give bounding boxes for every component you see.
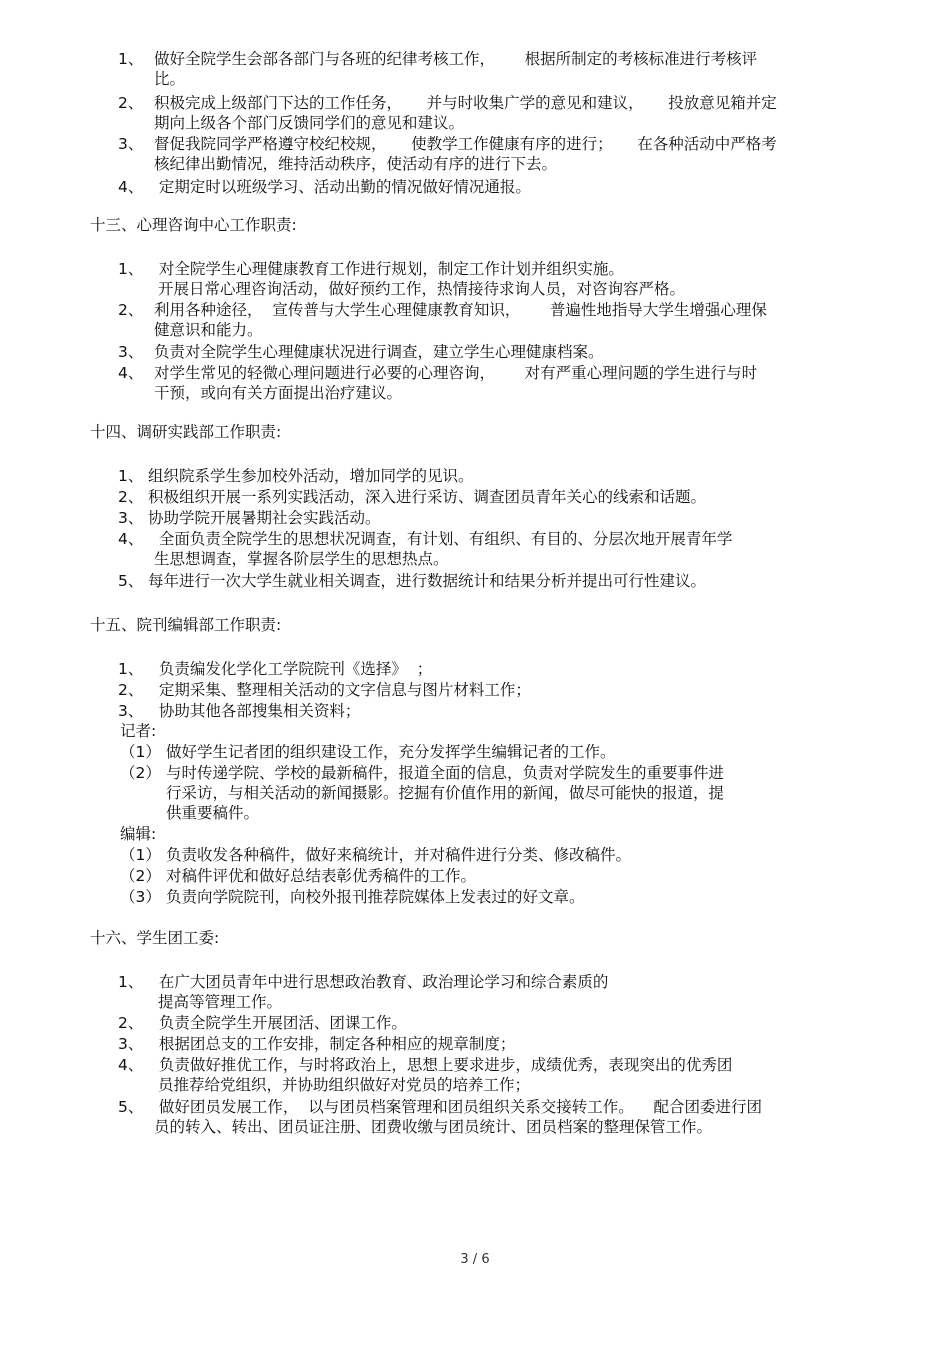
list-item-text: 干预，或向有关方面提出治疗建议。 <box>154 384 403 402</box>
list-item-text: 开展日常心理咨询活动，做好预约工作，热情接待求询人员，对咨询容严格。 <box>158 280 686 298</box>
list-number: 4、 <box>118 530 144 548</box>
section-heading: 十六、学生团工委: <box>90 929 220 947</box>
list-item-text: 定期定时以班级学习、活动出勤的情况做好情况通报。 <box>154 178 531 196</box>
list-number: （2） <box>120 867 161 885</box>
section-heading: 十五、院刊编辑部工作职责: <box>90 616 282 634</box>
list-item-text: 在广大团员青年中进行思想政治教育、政治理论学习和综合素质的 <box>154 973 609 991</box>
list-number: 3、 <box>118 343 144 361</box>
list-number: 4、 <box>118 178 144 196</box>
list-number: 2、 <box>118 301 144 319</box>
list-number: 4、 <box>118 1056 144 1074</box>
list-number: 3、 <box>118 509 144 527</box>
list-item-text: 每年进行一次大学生就业相关调查，进行数据统计和结果分析并提出可行性建议。 <box>148 572 707 590</box>
reporter-label: 记者: <box>120 722 157 740</box>
list-item-text: 全面负责全院学生的思想状况调查，有计划、有组织、有目的、分层次地开展青年学 <box>154 530 733 548</box>
list-item-text: 组织院系学生参加校外活动，增加同学的见识。 <box>148 467 474 485</box>
list-item-text: 根据团总支的工作安排，制定各种相应的规章制度； <box>154 1035 516 1053</box>
list-number: （2） <box>120 764 161 782</box>
list-item-text: 员推荐给党组织，并协助组织做好对党员的培养工作； <box>158 1076 531 1094</box>
list-number: 5、 <box>118 1098 144 1116</box>
list-item-text: 提高等管理工作。 <box>158 993 283 1011</box>
list-item-text: 做好学生记者团的组织建设工作，充分发挥学生编辑记者的工作。 <box>166 743 616 761</box>
list-item-text: 对稿件评优和做好总结表彰优秀稿件的工作。 <box>166 867 477 885</box>
list-number: 5、 <box>118 572 144 590</box>
list-number: （3） <box>120 888 161 906</box>
page-number: 3 / 6 <box>460 1252 490 1267</box>
list-item-text: 积极完成上级部门下达的工作任务， 并与时收集广学的意见和建议， 投放意见箱并定 <box>154 94 777 112</box>
list-item-text: 负责向学院院刊，向校外报刊推荐院媒体上发表过的好文章。 <box>166 888 585 906</box>
list-item-text: 利用各种途径， 宣传普与大学生心理健康教育知识， 普遍性地指导大学生增强心理保 <box>154 301 767 319</box>
list-number: 1、 <box>118 660 144 678</box>
list-number: （1） <box>120 743 161 761</box>
list-item-text: 负责全院学生开展团活、团课工作。 <box>154 1014 407 1032</box>
list-item-text: 负责收发各种稿件，做好来稿统计，并对稿件进行分类、修改稿件。 <box>166 846 632 864</box>
list-item-text: 对学生常见的轻微心理问题进行必要的心理咨询， 对有严重心理问题的学生进行与时 <box>154 364 758 382</box>
list-item-text: 督促我院同学严格遵守校纪校规， 使教学工作健康有序的进行； 在各种活动中严格考 <box>154 135 777 153</box>
list-item-text: 积极组织开展一系列实践活动，深入进行采访、调查团员青年关心的线索和话题。 <box>148 488 707 506</box>
list-item-text: 对全院学生心理健康教育工作进行规划，制定工作计划并组织实施。 <box>154 260 624 278</box>
list-number: 4、 <box>118 364 144 382</box>
list-item-text: 员的转入、转出、团员证注册、团费收缴与团员统计、团员档案的整理保管工作。 <box>154 1118 713 1136</box>
list-item-text: 定期采集、整理相关活动的文字信息与图片材料工作； <box>154 681 531 699</box>
list-item-text: 期向上级各个部门反馈同学们的意见和建议。 <box>154 114 465 132</box>
list-item-text: 负责对全院学生心理健康状况进行调查，建立学生心理健康档案。 <box>154 343 604 361</box>
list-item-text: 做好全院学生会部各部门与各班的纪律考核工作， 根据所制定的考核标准进行考核评 <box>154 50 758 68</box>
list-item-text: 核纪律出勤情况，维持活动秩序，使活动有序的进行下去。 <box>154 155 558 173</box>
list-item-text: 负责做好推优工作，与时将政治上，思想上要求进步，成绩优秀，表现突出的优秀团 <box>154 1056 733 1074</box>
list-number: 1、 <box>118 973 144 991</box>
list-item-text: 健意识和能力。 <box>154 321 263 339</box>
list-number: 2、 <box>118 488 144 506</box>
list-item-text: 做好团员发展工作， 以与团员档案管理和团员组织关系交接转工作。 配合团委进行团 <box>154 1098 762 1116</box>
list-number: 3、 <box>118 1035 144 1053</box>
list-item-text: 负责编发化学化工学院院刊《选择》 ； <box>154 660 433 678</box>
list-item-text: 比。 <box>154 70 186 88</box>
list-number: 3、 <box>118 135 144 153</box>
list-number: （1） <box>120 846 161 864</box>
list-number: 2、 <box>118 681 144 699</box>
editor-label: 编辑: <box>120 825 157 843</box>
list-number: 2、 <box>118 1014 144 1032</box>
list-number: 2、 <box>118 94 144 112</box>
section-heading: 十四、调研实践部工作职责: <box>90 423 282 441</box>
list-item-text: 与时传递学院、学校的最新稿件，报道全面的信息，负责对学院发生的重要事件进 <box>166 764 725 782</box>
list-number: 3、 <box>118 702 144 720</box>
section-heading: 十三、心理咨询中心工作职责: <box>90 216 297 234</box>
list-item-text: 生思想调查，掌握各阶层学生的思想热点。 <box>154 550 449 568</box>
list-number: 1、 <box>118 467 144 485</box>
list-item-text: 协助学院开展暑期社会实践活动。 <box>148 509 381 527</box>
list-item-text: 供重要稿件。 <box>166 804 260 822</box>
list-item-text: 协助其他各部搜集相关资料； <box>154 702 361 720</box>
list-number: 1、 <box>118 50 144 68</box>
list-item-text: 行采访，与相关活动的新闻摄影。挖掘有价值作用的新闻，做尽可能快的报道，提 <box>166 784 725 802</box>
list-number: 1、 <box>118 260 144 278</box>
